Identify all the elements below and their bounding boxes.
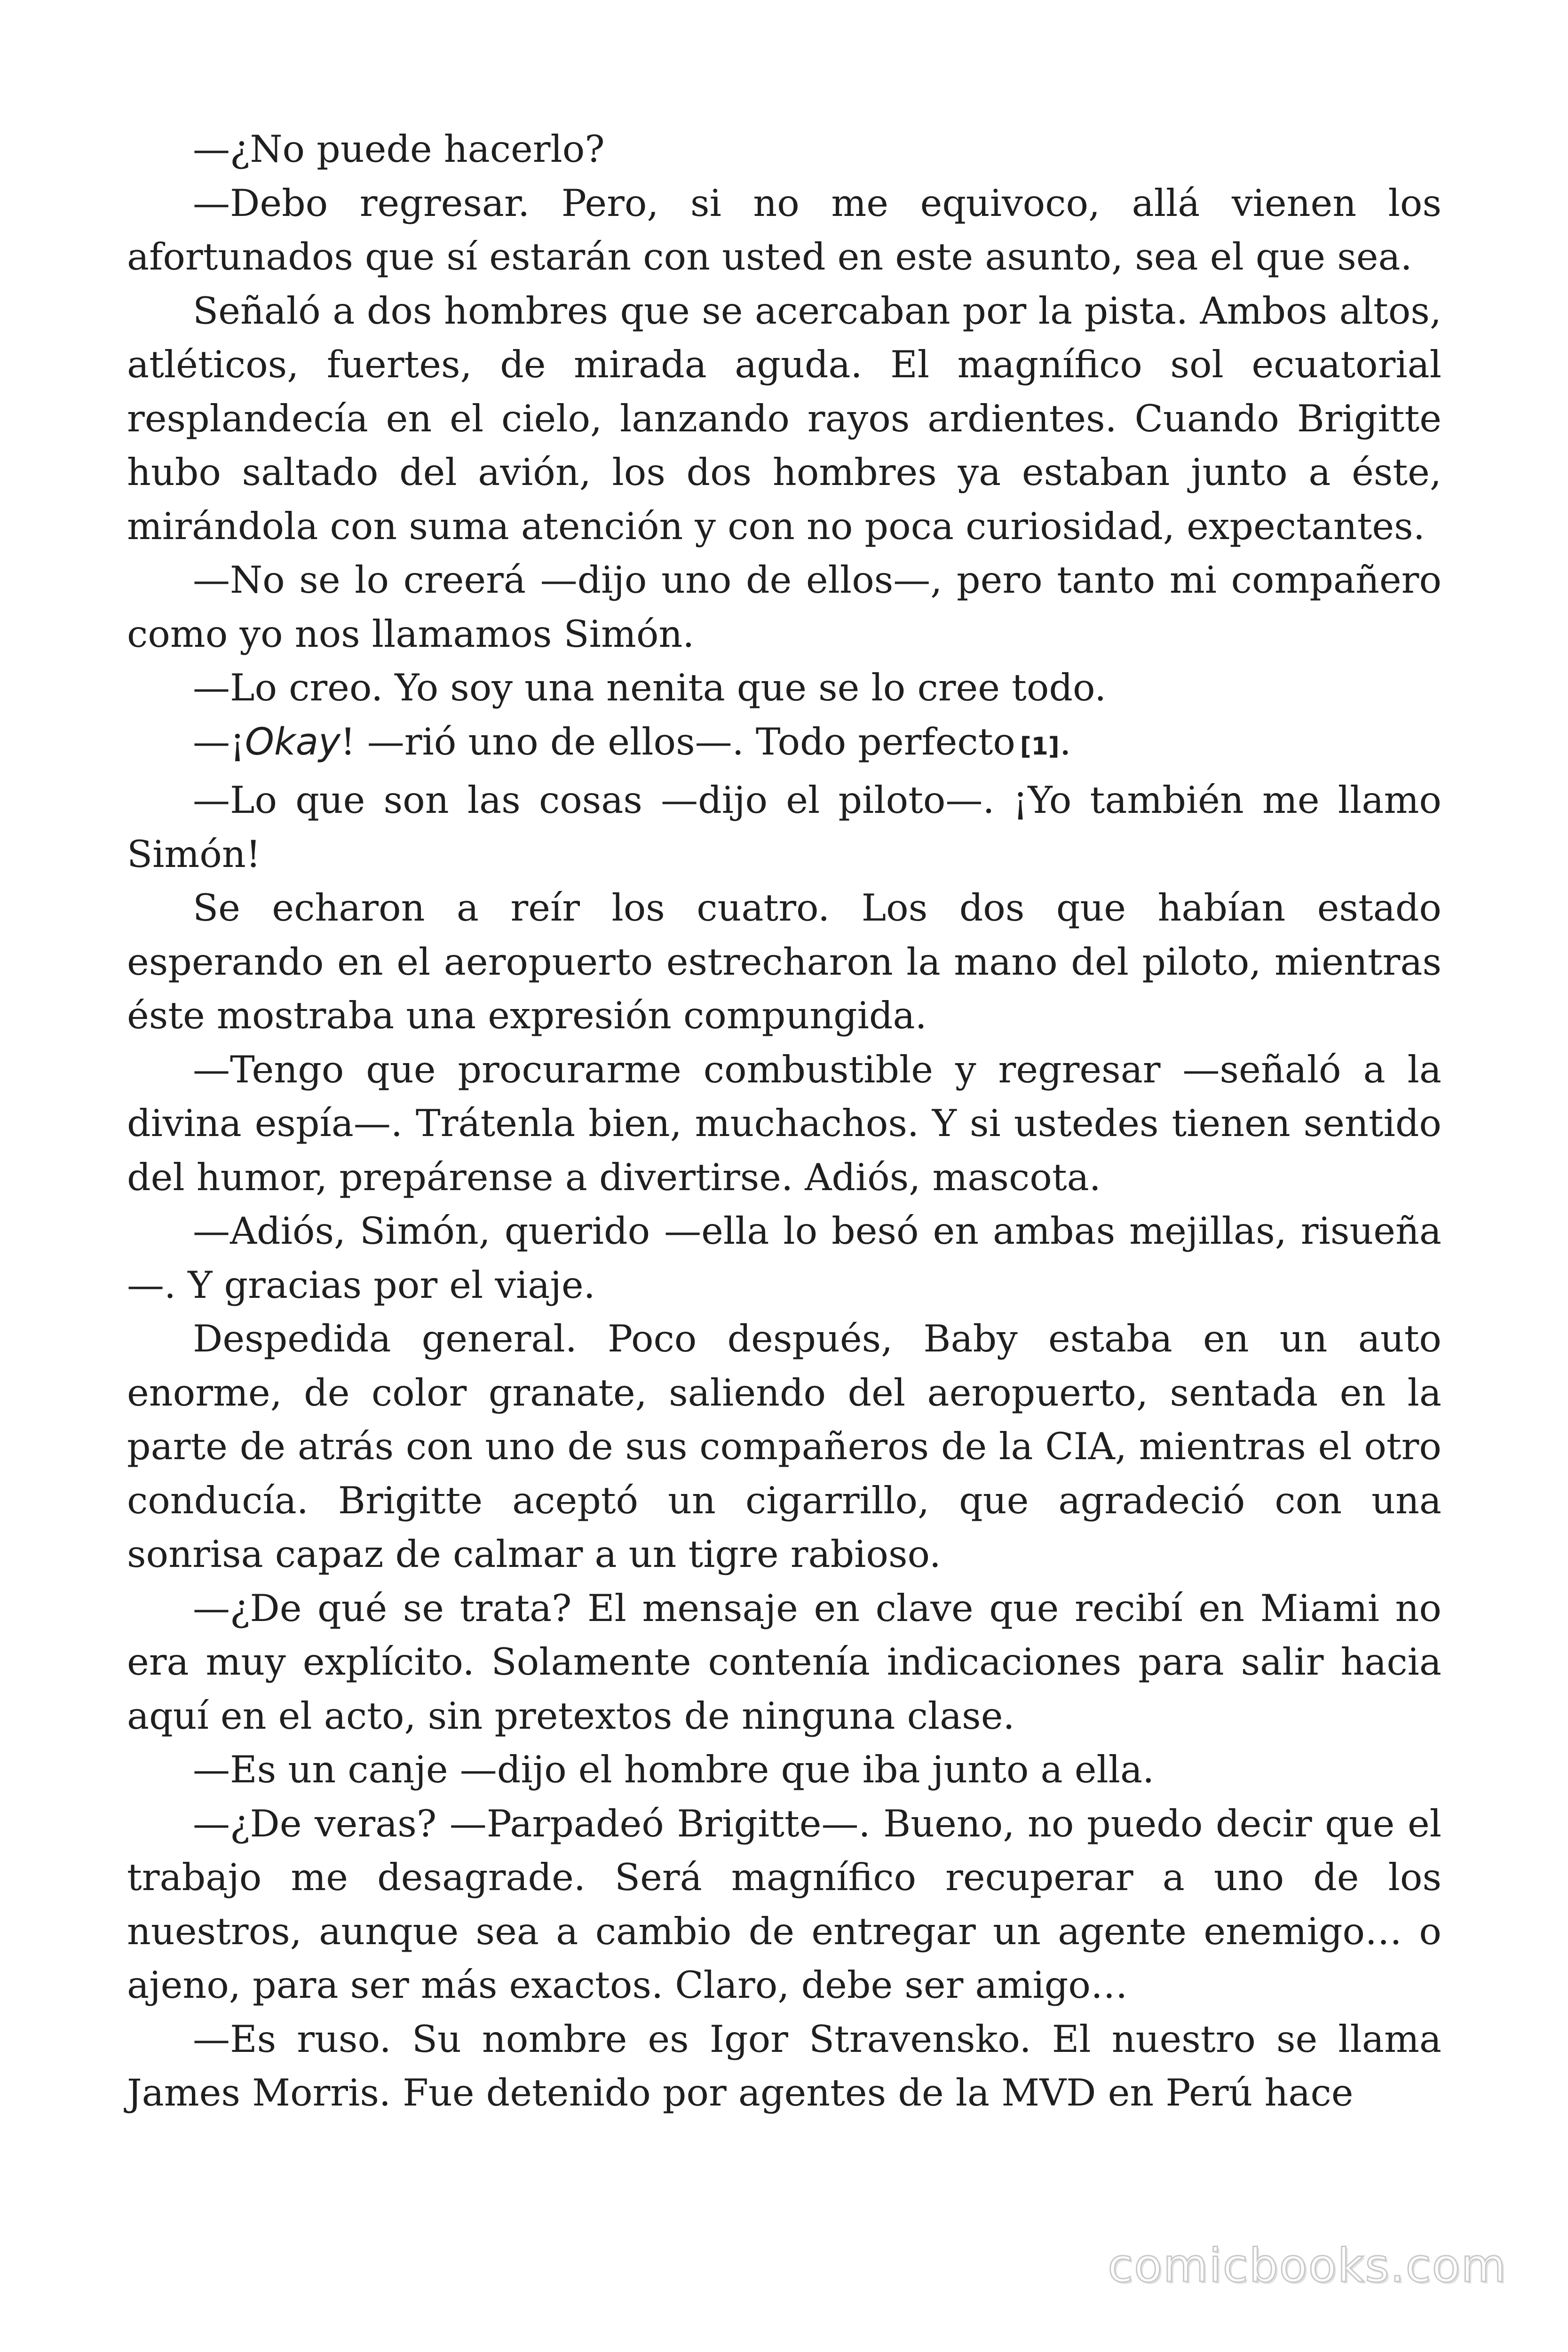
paragraph: —No se lo creerá —dijo uno de ellos—, pero tanto mi compañero como yo nos llamamos Simón. bbox=[127, 558, 1441, 656]
paragraph: Despedida general. Poco después, Baby estaba en un auto enorme, de color granate, saliendo del aeropuerto, sentada en la parte de atrás con uno de sus compañeros de la CIA, mientras el otro conducía. Brigitte aceptó un cigarrillo, que agradeció con una sonrisa capaz de calmar a un tigre rabioso. bbox=[127, 1317, 1441, 1576]
paragraph: —¿No puede hacerlo? bbox=[193, 127, 605, 171]
paragraph: —Lo que son las cosas —dijo el piloto—. ¡Yo también me llamo Simón! bbox=[127, 779, 1441, 876]
paragraph: —Lo creo. Yo soy una nenita que se lo cree todo. bbox=[193, 666, 1107, 709]
paragraph bbox=[127, 715, 1441, 774]
paragraph-text: —¡ bbox=[193, 720, 245, 763]
paragraph-text: . bbox=[1059, 720, 1071, 763]
paragraph: —Adiós, Simón, querido —ella lo besó en ambas mejillas, risueña—. Y gracias por el viaje. bbox=[127, 1209, 1441, 1307]
paragraph: Se echaron a reír los cuatro. Los dos que habían estado esperando en el aeropuerto estrecharon la mano del piloto, mientras éste mostraba una expresión compungida. bbox=[127, 886, 1441, 1037]
italic-word: Okay bbox=[245, 720, 341, 763]
paragraph: Señaló a dos hombres que se acercaban por la pista. Ambos altos, atléticos, fuertes, de mirada aguda. El magnífico sol ecuatorial resplandecía en el cielo, lanzando rayos ardientes. Cuando Brigitte hubo saltado del avión, los dos hombres ya estaban junto a éste, mirándola con suma atención y con no poca curiosidad, expectantes. bbox=[127, 289, 1441, 548]
watermark: comicbooks.com bbox=[1108, 2239, 1507, 2293]
paragraph-text: ! —rió uno de ellos—. Todo perfecto bbox=[340, 720, 1015, 763]
paragraph: —Es un canje —dijo el hombre que iba junto a ella. bbox=[193, 1748, 1155, 1791]
paragraph: —¿De veras? —Parpadeó Brigitte—. Bueno, no puedo decir que el trabajo me desagrade. Será magnífico recuperar a uno de los nuestros, aunque sea a cambio de entregar un agente enemigo… o ajeno, para ser más exactos. Claro, debe ser amigo… bbox=[127, 1802, 1441, 2007]
paragraph: —Es ruso. Su nombre es Igor Stravensko. El nuestro se llama James Morris. Fue detenido por agentes de la MVD en Perú hace bbox=[127, 2017, 1441, 2114]
paragraph: —¿De qué se trata? El mensaje en clave que recibí en Miami no era muy explícito. Solamente contenía indicaciones para salir hacia aquí en el acto, sin pretextos de ninguna clase. bbox=[127, 1586, 1441, 1738]
paragraph: —Tengo que procurarme combustible y regresar —señaló a la divina espía—. Trátenla bien, muchachos. Y si ustedes tienen sentido del humor, prepárense a divertirse. Adiós, mascota. bbox=[127, 1048, 1441, 1199]
page-body bbox=[127, 122, 1441, 2120]
footnote-link[interactable]: [1] bbox=[1020, 732, 1060, 761]
paragraph: —Debo regresar. Pero, si no me equivoco, allá vienen los afortunados que sí estarán con usted en este asunto, sea el que sea. bbox=[127, 181, 1441, 278]
